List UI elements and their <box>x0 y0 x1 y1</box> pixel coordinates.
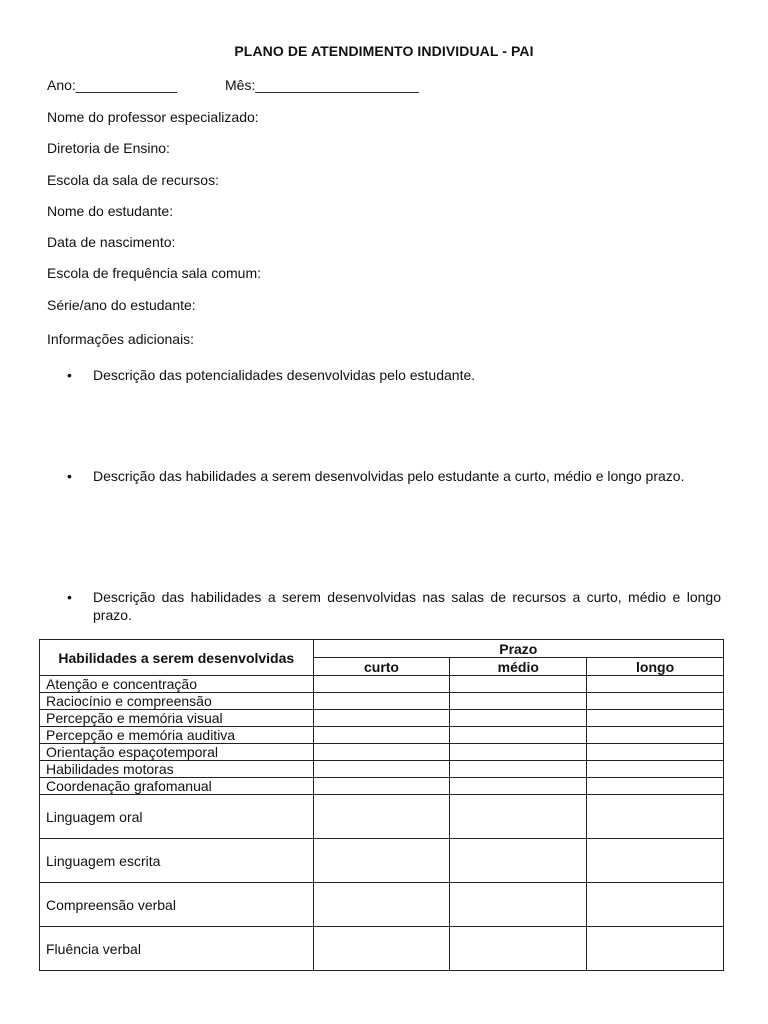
curto-cell[interactable] <box>313 727 450 744</box>
curto-cell[interactable] <box>313 839 450 883</box>
skill-cell: Linguagem oral <box>40 795 314 839</box>
header-prazo: Prazo <box>313 640 723 658</box>
medio-cell[interactable] <box>450 795 587 839</box>
bullet-icon: • <box>67 468 72 484</box>
medio-cell[interactable] <box>450 778 587 795</box>
medio-cell[interactable] <box>450 761 587 778</box>
curto-cell[interactable] <box>313 710 450 727</box>
ano-field: Ano:_____________ <box>47 77 178 93</box>
skill-cell: Fluência verbal <box>40 927 314 971</box>
longo-cell[interactable] <box>587 883 724 927</box>
header-medio: médio <box>450 658 587 676</box>
bullet-text: Descrição das potencialidades desenvolvidas pelo estudante. <box>93 367 476 383</box>
skill-cell: Linguagem escrita <box>40 839 314 883</box>
curto-cell[interactable] <box>313 744 450 761</box>
table-header-row <box>40 640 724 658</box>
skill-cell: Percepção e memória visual <box>40 710 314 727</box>
medio-cell[interactable] <box>450 883 587 927</box>
table-row <box>40 761 724 778</box>
longo-cell[interactable] <box>587 839 724 883</box>
document-title: PLANO DE ATENDIMENTO INDIVIDUAL - PAI <box>234 43 534 59</box>
table-row <box>40 883 724 927</box>
field-data-nascimento: Data de nascimento: <box>47 234 176 250</box>
skill-cell: Percepção e memória auditiva <box>40 727 314 744</box>
curto-cell[interactable] <box>313 778 450 795</box>
bullet-text: Descrição das habilidades a serem desenvolvidas pelo estudante a curto, médio e longo prazo. <box>93 468 685 484</box>
table-row <box>40 927 724 971</box>
medio-cell[interactable] <box>450 839 587 883</box>
table-row <box>40 778 724 795</box>
curto-cell[interactable] <box>313 676 450 693</box>
longo-cell[interactable] <box>587 676 724 693</box>
field-informacoes: Informações adicionais: <box>47 331 195 347</box>
field-escola-recursos: Escola da sala de recursos: <box>47 172 219 188</box>
table-row <box>40 839 724 883</box>
curto-cell[interactable] <box>313 761 450 778</box>
bullet-icon: • <box>67 589 72 605</box>
header-longo: longo <box>587 658 724 676</box>
bullet-icon: • <box>67 367 72 383</box>
longo-cell[interactable] <box>587 744 724 761</box>
table-row <box>40 693 724 710</box>
header-habilidades: Habilidades a serem desenvolvidas <box>40 640 314 676</box>
skill-cell: Raciocínio e compreensão <box>40 693 314 710</box>
table-row <box>40 795 724 839</box>
field-professor: Nome do professor especializado: <box>47 109 259 125</box>
skill-cell: Coordenação grafomanual <box>40 778 314 795</box>
longo-cell[interactable] <box>587 693 724 710</box>
curto-cell[interactable] <box>313 693 450 710</box>
skill-cell: Orientação espaçotemporal <box>40 744 314 761</box>
field-nome-estudante: Nome do estudante: <box>47 203 174 219</box>
header-curto: curto <box>313 658 450 676</box>
table-row <box>40 744 724 761</box>
longo-cell[interactable] <box>587 761 724 778</box>
field-serie-ano: Série/ano do estudante: <box>47 297 196 313</box>
medio-cell[interactable] <box>450 710 587 727</box>
medio-cell[interactable] <box>450 693 587 710</box>
longo-cell[interactable] <box>587 795 724 839</box>
medio-cell[interactable] <box>450 927 587 971</box>
medio-cell[interactable] <box>450 744 587 761</box>
table-row <box>40 676 724 693</box>
longo-cell[interactable] <box>587 927 724 971</box>
longo-cell[interactable] <box>587 727 724 744</box>
medio-cell[interactable] <box>450 676 587 693</box>
skill-cell: Atenção e concentração <box>40 676 314 693</box>
longo-cell[interactable] <box>587 710 724 727</box>
field-escola-comum: Escola de frequência sala comum: <box>47 265 261 281</box>
bullet-text: Descrição das habilidades a serem desenvolvidas nas salas de recursos a curto, médio e longo prazo. <box>93 589 721 623</box>
curto-cell[interactable] <box>313 883 450 927</box>
field-diretoria: Diretoria de Ensino: <box>47 140 170 156</box>
mes-field: Mês:_____________________ <box>225 77 419 93</box>
medio-cell[interactable] <box>450 727 587 744</box>
curto-cell[interactable] <box>313 795 450 839</box>
skill-cell: Habilidades motoras <box>40 761 314 778</box>
longo-cell[interactable] <box>587 778 724 795</box>
skill-cell: Compreensão verbal <box>40 883 314 927</box>
table-row <box>40 710 724 727</box>
habilidades-table <box>39 639 724 971</box>
table-row <box>40 727 724 744</box>
curto-cell[interactable] <box>313 927 450 971</box>
